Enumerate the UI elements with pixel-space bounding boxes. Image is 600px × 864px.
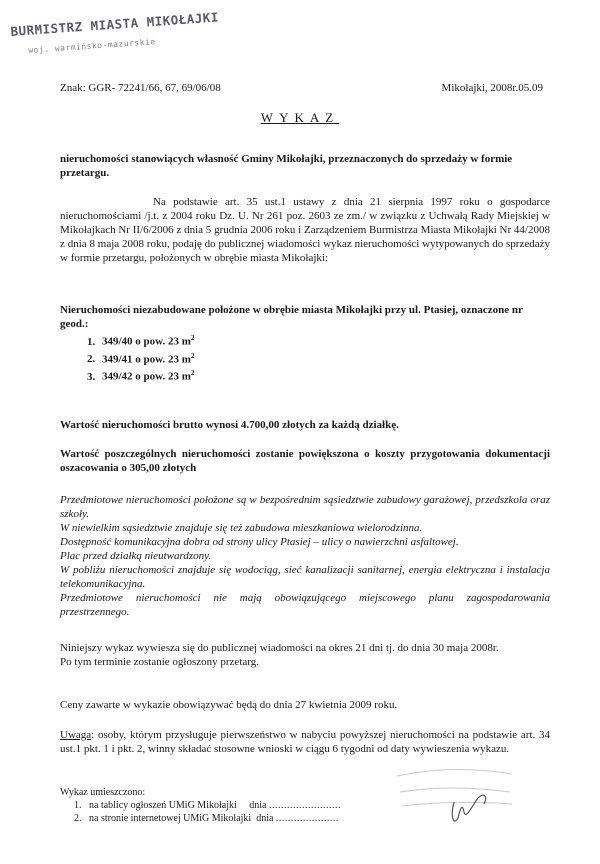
reference-number: Znak: GGR- 72241/66, 67, 69/06/08 bbox=[60, 82, 221, 94]
plot-item: 2. 349/41 o pow. 23 $m^2$ bbox=[98, 349, 550, 367]
signature-stamp bbox=[392, 762, 542, 832]
value-extra: Wartość poszczególnych nieruchomości zostanie powiększona o koszty przygotowania dokumentacji oszacowania o 305,00 złotych bbox=[60, 448, 550, 474]
description-line: W niewielkim sąsiedztwie znajduje się też zabudowa mieszkaniowa wielorodzinna. bbox=[60, 522, 423, 534]
notice-block bbox=[60, 641, 550, 669]
place-date: Mikołajki, 2008r.05.09 bbox=[441, 82, 543, 94]
notice-period: Niniejszy wykaz wywiesza się do publicznej wiadomości na okres 21 dni tj. do dnia 30 maja 2008r. bbox=[60, 642, 499, 654]
document-subtitle: nieruchomości stanowiących własność Gminy Mikołajki, przeznaczonych do sprzedaży w formie przetargu. bbox=[60, 153, 513, 179]
uwaga-text: : osoby, którym przysługuje pierwszeństwo w nabyciu powyższej nieruchomości na podstawie art. 34 ust.1 pkt. 1 i pkt. 2, winny składać stosowne wnioski w ciągu 6 tygodni od daty wywieszenia wykazu. bbox=[60, 729, 550, 755]
description-line: Przedmiotowe nieruchomości nie mają obowiązującego miejscowego planu zagospodarowania przestrzennego. bbox=[60, 592, 550, 618]
stamp-title: BURMISTRZ MIASTA MIKOŁAJKI bbox=[10, 9, 220, 39]
intro-paragraph: Na podstawie art. 35 ust.1 ustawy z dnia 21 sierpnia 1997 roku o gospodarce nieruchomościami /j.t. z 2004 roku Dz. U. Nr 261 poz. 2603 ze zm./ w związku z Uchwałą Rady Miejskiej w Mikołajkach Nr II/6/2006 z dnia 5 grudnia 2006 roku i Zarządzeniem Burmistrza Miasta Mikołajki Nr 44/2008 z dnia 8 maja 2008 roku, podaję do publicznej wiadomości wykaz nieruchomości wytypowanych do sprzedaży w formie przetargu, położonych w obrębie miasta Mikołajki: bbox=[60, 196, 550, 264]
posted-item: 1. na tablicy ogłoszeń UMiG Mikołajki dnia ........................ bbox=[74, 800, 341, 811]
plots-section bbox=[60, 303, 550, 384]
plots-heading: Nieruchomości niezabudowane położone w obrębie miasta Mikołajki przy ul. Ptasiej, oznaczone nr geod.: bbox=[60, 304, 523, 330]
description-line: Plac przed działką nieutwardzony. bbox=[60, 550, 212, 562]
notice-tender: Po tym terminie zostanie ogłoszony przetarg. bbox=[60, 656, 259, 668]
prices-valid: Ceny zawarte w wykazie obowiązywać będą do dnia 27 kwietnia 2009 roku. bbox=[60, 699, 398, 711]
plot-item: 3. 349/42 o pow. 23 $m^2$ bbox=[98, 366, 550, 384]
description-line: Przedmiotowe nieruchomości położone są w bezpośrednim sąsiedztwie zabudowy garażowej, przedszkola oraz szkoły. bbox=[60, 494, 550, 520]
plot-item: 1. 349/40 o pow. 23 $m^2$ bbox=[98, 331, 550, 349]
posted-item: 2. na stronie internetowej UMiG Mikołajki dnia ..................... bbox=[74, 813, 339, 824]
document-title: WYKAZ bbox=[260, 110, 340, 125]
stamp-subtitle: woj. warmińsko-mazurskie bbox=[28, 37, 156, 55]
posted-block bbox=[60, 786, 400, 825]
description-line: W pobliżu nieruchomości znajduje się wodociąg, sieć kanalizacji sanitarnej, energia elektryczna i instalacja telekomunikacyjna. bbox=[60, 564, 550, 590]
uwaga-paragraph bbox=[60, 728, 550, 756]
posted-heading: Wykaz umieszczono: bbox=[60, 787, 146, 798]
uwaga-label: Uwaga bbox=[60, 729, 92, 741]
description-block bbox=[60, 493, 550, 619]
description-line: Dostępność komunikacyjna dobra od strony ulicy Ptasiej – ulicy o nawierzchni asfaltowej. bbox=[60, 536, 459, 548]
plots-list bbox=[60, 331, 550, 384]
value-gross: Wartość nieruchomości brutto wynosi 4.700,00 złotych za każdą działkę. bbox=[60, 419, 399, 431]
